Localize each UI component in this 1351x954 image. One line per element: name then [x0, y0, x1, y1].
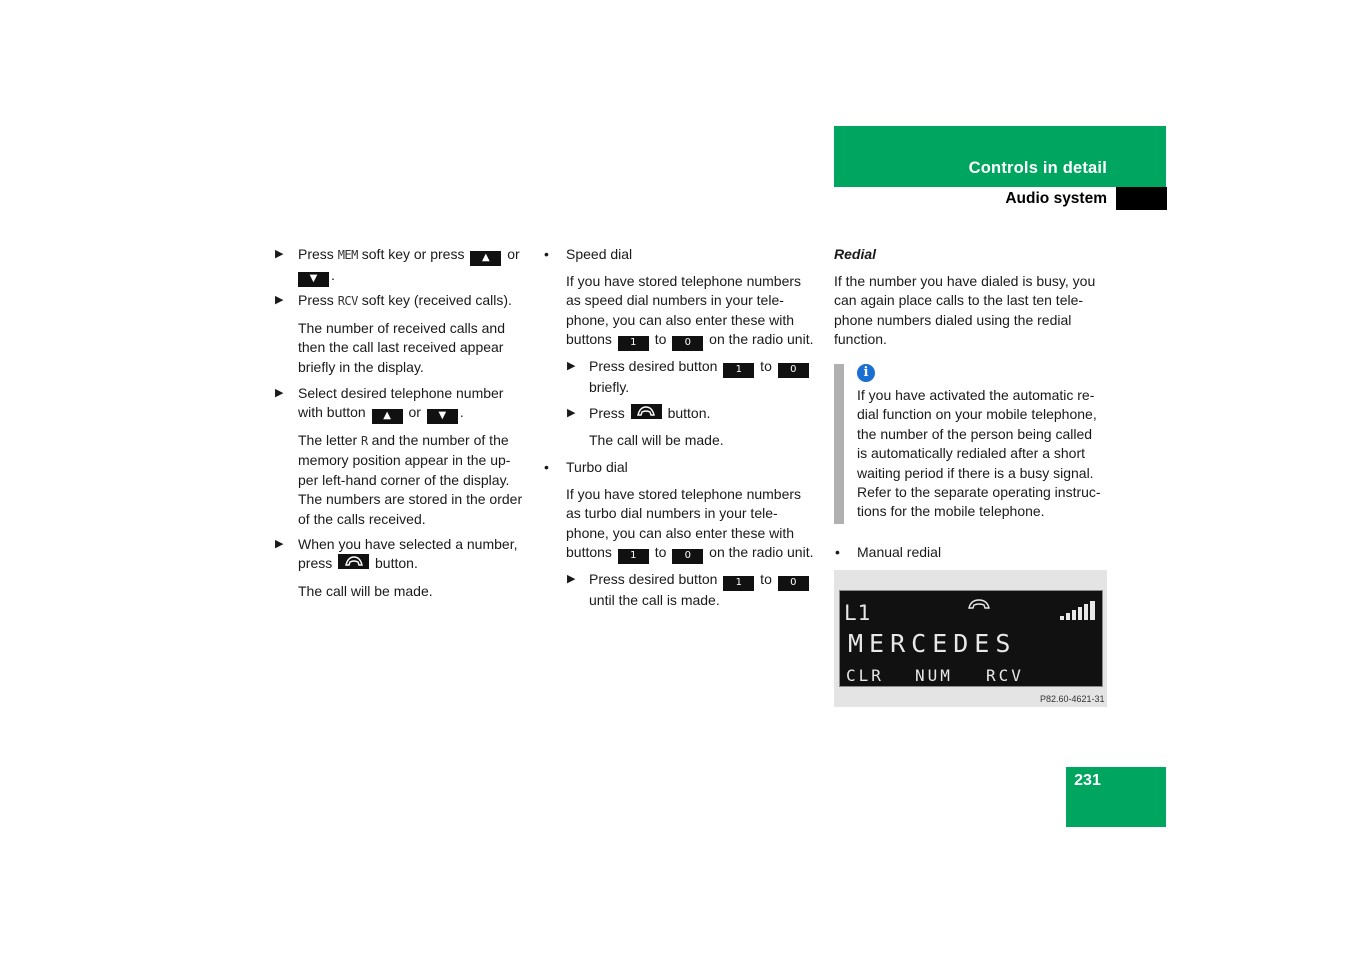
bullet-icon: •	[544, 459, 549, 475]
page-number: 231	[1074, 772, 1101, 789]
speed-dial-heading: Speed dial	[566, 246, 633, 262]
lcd-display	[839, 590, 1103, 687]
call-made-text: The call will be made.	[589, 432, 724, 448]
info-note: If you have activated the automatic re- dial function on your mobile telephone, the number of the person being called is automatically redialed after a short waiting period if there is a busy signal. Refer to the separate operating instruc- tions for the mobile telephone.	[857, 387, 1101, 520]
mem-softkey-label: MEM	[337, 248, 358, 262]
info-icon: i	[857, 364, 875, 382]
lcd-softkey-rcv: RCV	[986, 666, 1024, 685]
step-arrow-icon: ▶	[567, 407, 576, 419]
button-1-key-icon: 1	[723, 363, 754, 378]
phone-send-key-icon	[631, 404, 662, 419]
turbo-dial-heading: Turbo dial	[566, 459, 628, 475]
step-press-rcv: Press RCV soft key (received calls).	[298, 292, 512, 308]
turbo-dial-description: If you have stored telephone numbers as turbo dial numbers in your tele- phone, you can also enter these with buttons 1 to 0 on the radio unit.	[566, 485, 826, 564]
down-arrow-key-icon: ▼	[298, 272, 329, 287]
step-arrow-icon: ▶	[567, 573, 576, 585]
lcd-softkey-clr: CLR	[846, 666, 884, 685]
lcd-softkey-num: NUM	[915, 666, 953, 685]
step-select-number: Select desired telephone number with button ▲ or ▼ .	[298, 384, 538, 424]
redial-description: If the number you have dialed is busy, you can again place calls to the last ten tele- phone numbers dialed using the redial function.	[834, 273, 1096, 348]
step-press-turbo-dial: Press desired button 1 to 0 until the call is made.	[589, 570, 829, 610]
step-arrow-icon: ▶	[275, 294, 284, 306]
up-arrow-key-icon: ▲	[470, 251, 501, 266]
handset-icon	[967, 598, 991, 610]
received-calls-description: The number of received calls and then the call last received appear briefly in the display.	[298, 320, 505, 375]
button-0-key-icon: 0	[672, 336, 703, 351]
letter-r-label: R	[361, 434, 368, 448]
phone-send-key-icon	[338, 554, 369, 569]
memory-position-description: The letter R and the number of the memory position appear in the up- per left-hand corner of the display. The numbers are stored in the order of the calls received.	[298, 432, 523, 527]
section-title: Controls in detail	[968, 159, 1107, 177]
header-tab	[1116, 187, 1167, 210]
manual-redial-label: Manual redial	[857, 544, 942, 560]
redial-title: Redial	[834, 246, 877, 262]
call-made-text: The call will be made.	[298, 583, 433, 599]
bullet-icon: •	[544, 246, 549, 262]
speed-dial-description: If you have stored telephone numbers as speed dial numbers in your tele- phone, you can also enter these with buttons 1 to 0 on the radio unit.	[566, 272, 826, 351]
up-arrow-key-icon: ▲	[372, 409, 403, 424]
signal-strength-icon	[1059, 600, 1099, 622]
figure-code: P82.60-4621-31	[1040, 694, 1105, 704]
step-press-call-button: Press button.	[589, 405, 711, 421]
subsection-title: Audio system	[1005, 190, 1107, 207]
step-press-mem: Press MEM soft key or press ▲ or ▼ .	[298, 245, 538, 287]
lcd-line-id: L1	[844, 601, 872, 625]
bullet-icon: •	[835, 544, 840, 560]
button-0-key-icon: 0	[672, 549, 703, 564]
button-0-key-icon: 0	[778, 363, 809, 378]
step-arrow-icon: ▶	[567, 360, 576, 372]
button-1-key-icon: 1	[618, 336, 649, 351]
step-arrow-icon: ▶	[275, 387, 284, 399]
button-0-key-icon: 0	[778, 576, 809, 591]
down-arrow-key-icon: ▼	[427, 409, 458, 424]
button-1-key-icon: 1	[723, 576, 754, 591]
rcv-softkey-label: RCV	[337, 294, 358, 308]
info-note-bar	[834, 364, 844, 524]
step-arrow-icon: ▶	[275, 538, 284, 550]
step-arrow-icon: ▶	[275, 248, 284, 260]
step-press-speed-dial: Press desired button 1 to 0 briefly.	[589, 357, 829, 397]
step-press-call: When you have selected a number, press button.	[298, 536, 518, 572]
button-1-key-icon: 1	[618, 549, 649, 564]
lcd-caller-name: MERCEDES	[848, 629, 1017, 658]
